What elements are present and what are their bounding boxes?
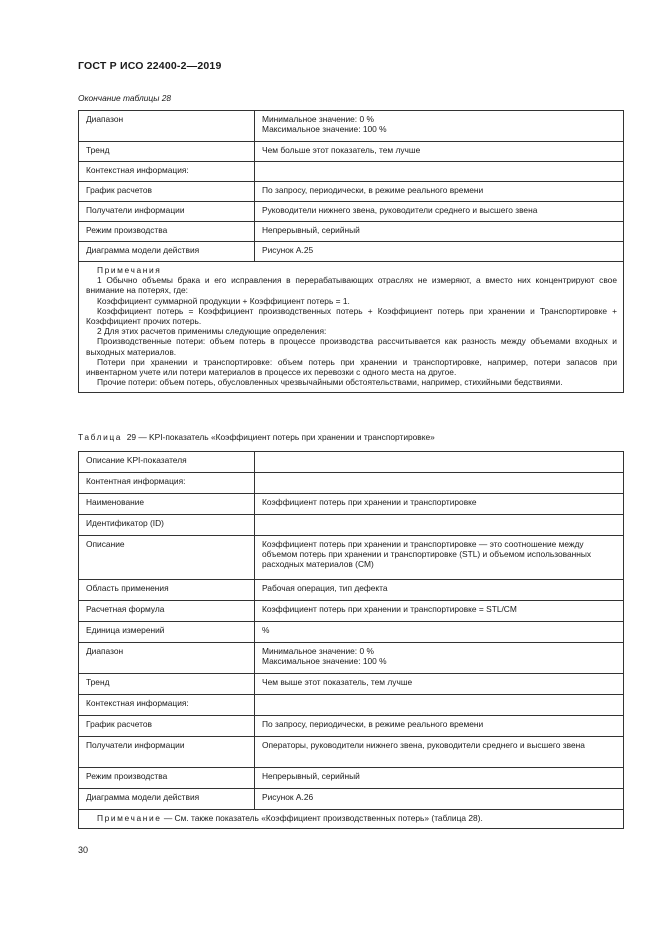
table-row — [79, 515, 624, 536]
row-value — [255, 695, 624, 716]
row-value-line: Максимальное значение: 100 % — [262, 656, 387, 667]
row-value-line: Минимальное значение: 0 % — [262, 114, 374, 124]
note-line: Коэффициент суммарной продукции + Коэффициент потерь = 1. — [97, 295, 350, 306]
note-line: 1 Обычно объемы брака и его исправления в перерабатывающих отраслях не измеряют, а вместо них концентрируют свое внимание на потерях, где: — [86, 275, 617, 296]
table-row — [79, 452, 624, 473]
note-line: 2 Для этих расчетов применимы следующие определения: — [97, 326, 327, 337]
note-line: Потери при хранении и транспортировке: объем потерь при хранении и транспортировке, например, потери запасов при инвентарном учете или потери материалов в процессе их перевозки с одного места на другое. — [86, 356, 617, 378]
row-key: Получатели информации — [79, 737, 255, 768]
row-value-line: Минимальное значение: 0 % — [262, 646, 374, 656]
note-block — [79, 810, 624, 829]
row-value-line: По запросу, периодически, в режиме реального времени — [262, 719, 484, 729]
row-key: Диапазон — [79, 111, 255, 142]
table-row — [79, 643, 624, 674]
table-row — [79, 536, 624, 580]
table-row — [79, 768, 624, 789]
row-value — [255, 536, 624, 580]
row-value-line: Рабочая операция, тип дефекта — [262, 583, 388, 593]
row-key: График расчетов — [79, 716, 255, 737]
row-value-line: Максимальное значение: 100 % — [262, 124, 387, 135]
row-key: Область применения — [79, 580, 255, 601]
row-key: Диаграмма модели действия — [79, 789, 255, 810]
row-value — [255, 643, 624, 674]
row-value-line: Рисунок А.25 — [262, 245, 314, 255]
row-key: Идентификатор (ID) — [79, 515, 255, 536]
row-value — [255, 580, 624, 601]
row-key: Режим производства — [79, 768, 255, 789]
row-value-line: Коэффициент потерь при хранении и транспортировке — это соотношение между объемом потерь при хранении и транспортировке (STL) и объемом использованных расходных материалов (CM) — [262, 539, 592, 570]
row-key: Описание KPI-показателя — [79, 452, 255, 473]
table-row — [79, 789, 624, 810]
table-row — [79, 162, 624, 182]
row-value-line: Коэффициент потерь при хранении и транспортировке = STL/CM — [262, 604, 517, 614]
table-row — [79, 142, 624, 162]
table-row — [79, 494, 624, 515]
table-row — [79, 473, 624, 494]
row-value — [255, 111, 624, 142]
note-label: Примечание — [97, 813, 162, 823]
table-row — [79, 737, 624, 768]
note-line: Прочие потери: объем потерь, обусловленных чрезвычайными обстоятельствами, например, стихийными бедствиями. — [97, 377, 563, 388]
table-row — [79, 242, 624, 262]
row-value-line: Непрерывный, серийный — [262, 225, 360, 235]
table-28-end-caption: Окончание таблицы 28 — [78, 93, 172, 103]
table-row — [79, 580, 624, 601]
table-row — [79, 202, 624, 222]
table-28-end — [78, 110, 624, 393]
document-code-header: ГОСТ Р ИСО 22400-2—2019 — [78, 60, 222, 72]
table-row — [79, 695, 624, 716]
row-key: Диаграмма модели действия — [79, 242, 255, 262]
table-29-caption-label: Таблица — [78, 432, 123, 442]
row-key: Диапазон — [79, 643, 255, 674]
row-value-line: Непрерывный, серийный — [262, 771, 360, 781]
note-row — [79, 810, 624, 829]
notes-block — [79, 262, 624, 393]
row-value-line: Операторы, руководители нижнего звена, руководители среднего и высшего звена — [262, 740, 585, 750]
row-value — [255, 162, 624, 182]
row-value — [255, 473, 624, 494]
table-row — [79, 222, 624, 242]
row-value — [255, 716, 624, 737]
row-key: Наименование — [79, 494, 255, 515]
table-row — [79, 716, 624, 737]
row-value — [255, 222, 624, 242]
row-key: Режим производства — [79, 222, 255, 242]
row-value — [255, 601, 624, 622]
table-row — [79, 182, 624, 202]
row-key: Контекстная информация: — [79, 695, 255, 716]
row-key: Получатели информации — [79, 202, 255, 222]
row-value — [255, 674, 624, 695]
row-value — [255, 202, 624, 222]
row-key: Контекстная информация: — [79, 162, 255, 182]
row-value-line: Чем больше этот показатель, тем лучше — [262, 145, 421, 155]
note-row — [79, 262, 624, 393]
table-row — [79, 622, 624, 643]
table-row — [79, 674, 624, 695]
row-key: Тренд — [79, 674, 255, 695]
row-key: Тренд — [79, 142, 255, 162]
row-value-line: Руководители нижнего звена, руководители среднего и высшего звена — [262, 205, 538, 215]
row-key: Расчетная формула — [79, 601, 255, 622]
row-value-line: % — [262, 625, 270, 635]
row-key: Контентная информация: — [79, 473, 255, 494]
table-row — [79, 111, 624, 142]
row-value — [255, 182, 624, 202]
table-row — [79, 601, 624, 622]
row-value-line: Чем выше этот показатель, тем лучше — [262, 677, 413, 687]
row-value — [255, 452, 624, 473]
page-number: 30 — [78, 845, 89, 855]
note-line: Производственные потери: объем потерь в процессе производства рассчитывается как разность между объемами входных и выходных материалов. — [86, 336, 617, 357]
row-key: Описание — [79, 536, 255, 580]
row-key: Единица измерений — [79, 622, 255, 643]
row-key: График расчетов — [79, 182, 255, 202]
table-29-caption-text: 29 — KPI-показатель «Коэффициент потерь при хранении и транспортировке» — [126, 432, 435, 442]
row-value — [255, 789, 624, 810]
row-value-line: Рисунок А.26 — [262, 792, 314, 802]
row-value — [255, 622, 624, 643]
row-value — [255, 142, 624, 162]
row-value-line: Коэффициент потерь при хранении и транспортировке — [262, 497, 477, 507]
row-value-line: По запросу, периодически, в режиме реального времени — [262, 185, 484, 195]
table-29-caption — [78, 432, 435, 442]
row-value — [255, 242, 624, 262]
note-line: Коэффициент потерь = Коэффициент производственных потерь + Коэффициент потерь при хранении и Транспортировке + Коэффициент прочих потерь. — [86, 305, 617, 327]
row-value — [255, 515, 624, 536]
row-value — [255, 737, 624, 768]
note-text: — См. также показатель «Коэффициент производственных потерь» (таблица 28). — [163, 813, 483, 823]
row-value — [255, 768, 624, 789]
row-value — [255, 494, 624, 515]
table-29 — [78, 451, 624, 829]
notes-title: Примечания — [97, 265, 162, 275]
